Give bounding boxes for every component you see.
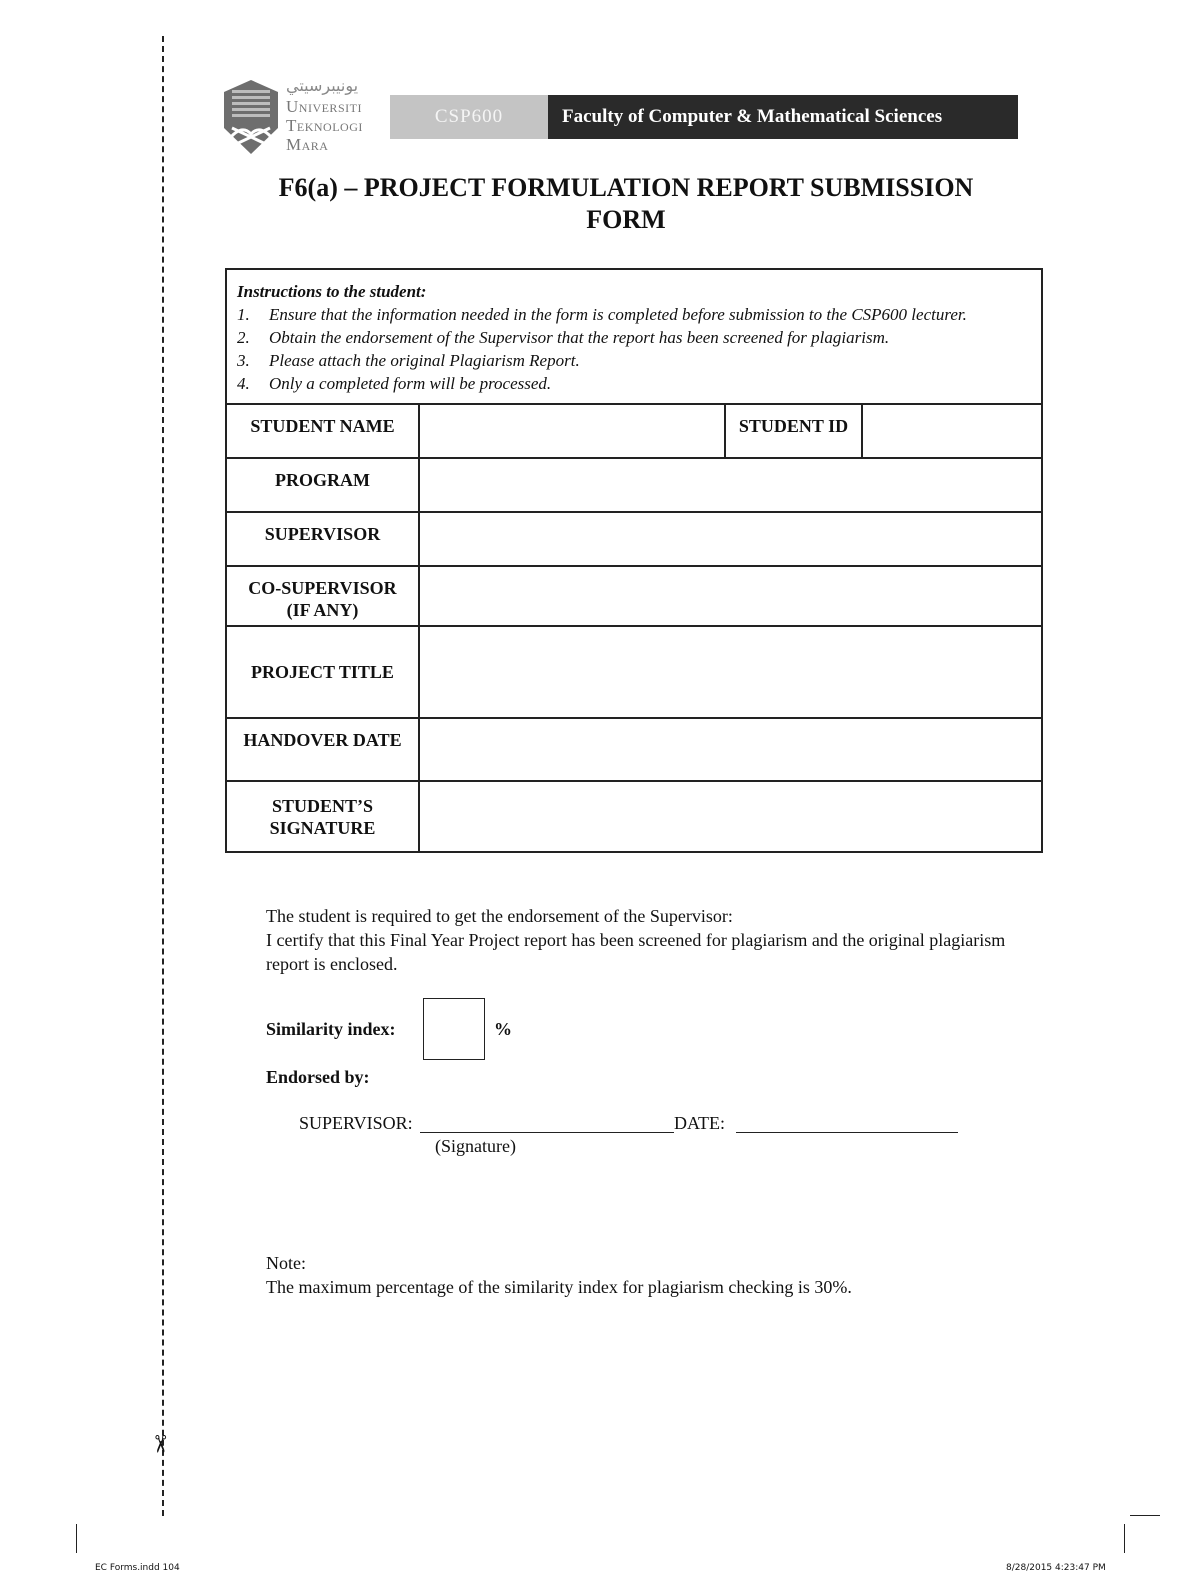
instruction-item	[237, 372, 1031, 395]
table-row	[227, 626, 1041, 718]
signature-caption: (Signature)	[435, 1136, 516, 1156]
student-details-table	[227, 405, 1041, 851]
instruction-item	[237, 349, 1031, 372]
instruction-item	[237, 303, 1031, 326]
logo-jawi-text: ﯾﻮﻧﯿﺒﺮﺳﯿﺘﻲ	[286, 76, 359, 95]
instructions-heading: Instructions to the student:	[237, 282, 427, 301]
logo-text-line2: Teknologi	[286, 116, 363, 135]
instruction-text: Please attach the original Plagiarism Report.	[269, 351, 580, 370]
form-title	[226, 172, 1026, 236]
footer-timestamp: 8/28/2015 4:23:47 PM	[1006, 1563, 1106, 1573]
note-text: The maximum percentage of the similarity index for plagiarism checking is 30%.	[266, 1277, 852, 1297]
endorsement-line2: I certify that this Final Year Project report has been screened for plagiarism and the original plagiarism report is enclosed.	[266, 930, 1006, 974]
percent-sign: %	[494, 1019, 512, 1039]
table-row	[227, 512, 1041, 566]
instruction-number: 3.	[237, 351, 250, 370]
crop-mark-right-horizontal	[1130, 1515, 1160, 1516]
co-supervisor-label-line2: (IF ANY)	[286, 600, 359, 620]
similarity-index-label: Similarity index:	[266, 1019, 396, 1039]
instruction-item	[237, 326, 1031, 349]
co-supervisor-label-line1: CO-SUPERVISOR	[248, 578, 397, 598]
program-field[interactable]	[419, 458, 1041, 512]
form-title-line1: F6(a) – PROJECT FORMULATION REPORT SUBMISSION	[278, 173, 974, 202]
supervisor-signature-line[interactable]	[420, 1132, 674, 1133]
logo-text-line3: Mara	[286, 135, 329, 154]
note-label: Note:	[266, 1253, 306, 1273]
date-label: DATE:	[674, 1113, 725, 1133]
instruction-text: Ensure that the information needed in the form is completed before submission to the CSP600 lecturer.	[269, 305, 967, 324]
student-signature-label-line1: STUDENT’S	[271, 795, 374, 816]
supervisor-signature-label: SUPERVISOR:	[299, 1113, 413, 1133]
faculty-band: Faculty of Computer & Mathematical Sciences	[548, 95, 1018, 139]
instruction-number: 4.	[237, 374, 250, 393]
table-row	[227, 458, 1041, 512]
university-logo-icon	[222, 78, 280, 156]
course-code-band: CSP600	[390, 95, 548, 139]
university-logo	[222, 78, 387, 156]
footer-file-name: EC Forms.indd 104	[95, 1563, 180, 1573]
cut-line	[162, 36, 164, 1516]
date-line[interactable]	[736, 1132, 958, 1133]
co-supervisor-field[interactable]	[419, 566, 1041, 626]
submission-form	[225, 268, 1043, 853]
project-title-label: PROJECT TITLE	[227, 626, 419, 718]
crop-mark-left	[76, 1524, 77, 1553]
note-block	[266, 1251, 1026, 1299]
instruction-text: Only a completed form will be processed.	[269, 374, 552, 393]
endorsement-line1: The student is required to get the endorsement of the Supervisor:	[266, 906, 733, 926]
table-row	[227, 566, 1041, 626]
supervisor-label: SUPERVISOR	[227, 512, 419, 566]
handover-date-label: HANDOVER DATE	[227, 718, 419, 781]
program-label: PROGRAM	[227, 458, 419, 512]
form-title-line2: FORM	[586, 205, 666, 234]
instructions-list	[237, 303, 1031, 395]
similarity-index-input[interactable]	[423, 998, 485, 1060]
scissors-icon: ✂	[146, 1433, 175, 1455]
student-id-label: STUDENT ID	[725, 405, 862, 458]
project-title-field[interactable]	[419, 626, 1041, 718]
co-supervisor-label	[227, 566, 419, 626]
logo-text-line1: Universiti	[286, 97, 362, 116]
instruction-number: 2.	[237, 328, 250, 347]
table-row	[227, 781, 1041, 851]
student-name-field[interactable]	[419, 405, 725, 458]
handover-date-field[interactable]	[419, 718, 1041, 781]
instruction-text: Obtain the endorsement of the Supervisor that the report has been screened for plagiarism.	[269, 328, 890, 347]
table-row	[227, 718, 1041, 781]
instruction-number: 1.	[237, 305, 250, 324]
student-signature-label	[227, 781, 419, 851]
endorsed-by-label: Endorsed by:	[266, 1067, 370, 1087]
supervisor-field[interactable]	[419, 512, 1041, 566]
table-row	[227, 405, 1041, 458]
student-name-label: STUDENT NAME	[227, 405, 419, 458]
instructions-block	[227, 270, 1041, 405]
student-id-field[interactable]	[862, 405, 1041, 458]
student-signature-label-line2: SIGNATURE	[269, 817, 376, 838]
endorsement-text	[266, 904, 1026, 976]
student-signature-field[interactable]	[419, 781, 1041, 851]
crop-mark-right	[1124, 1524, 1125, 1553]
